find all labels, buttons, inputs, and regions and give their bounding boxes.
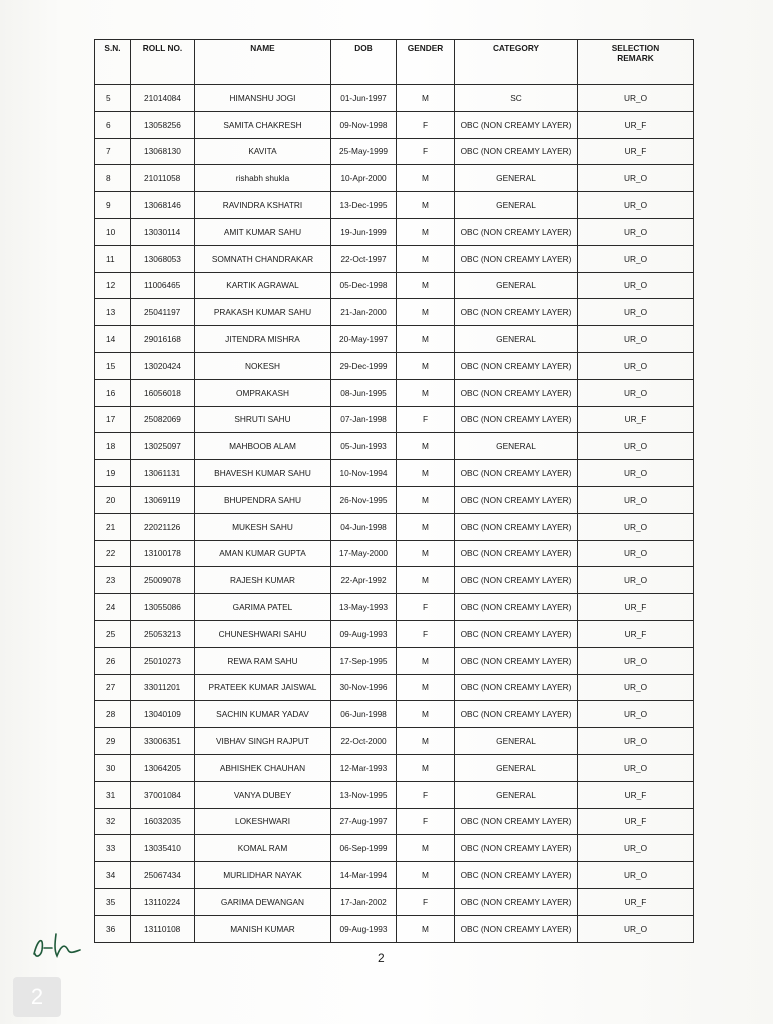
cell-dob: 01-Jun-1997	[331, 85, 397, 112]
table-row	[95, 326, 694, 353]
cell-sn: 21	[95, 513, 131, 540]
cell-sn: 20	[95, 486, 131, 513]
cell-gender: F	[397, 594, 455, 621]
viewer-page-badge[interactable]: 2	[13, 977, 61, 1017]
cell-roll-no: 11006465	[131, 272, 195, 299]
cell-gender: F	[397, 888, 455, 915]
cell-selection-remark: UR_O	[578, 915, 694, 942]
table-row	[95, 888, 694, 915]
cell-roll-no: 16056018	[131, 379, 195, 406]
table-row	[95, 647, 694, 674]
cell-category: GENERAL	[455, 192, 578, 219]
cell-name: ABHISHEK CHAUHAN	[195, 754, 331, 781]
cell-category: OBC (NON CREAMY LAYER)	[455, 460, 578, 487]
cell-category: OBC (NON CREAMY LAYER)	[455, 594, 578, 621]
cell-dob: 06-Sep-1999	[331, 835, 397, 862]
cell-dob: 05-Dec-1998	[331, 272, 397, 299]
cell-name: REWA RAM SAHU	[195, 647, 331, 674]
cell-selection-remark: UR_O	[578, 754, 694, 781]
cell-sn: 17	[95, 406, 131, 433]
cell-category: OBC (NON CREAMY LAYER)	[455, 111, 578, 138]
cell-roll-no: 13068053	[131, 245, 195, 272]
cell-name: RAVINDRA KSHATRI	[195, 192, 331, 219]
table-row	[95, 85, 694, 112]
table-row	[95, 138, 694, 165]
cell-roll-no: 25041197	[131, 299, 195, 326]
cell-roll-no: 13058256	[131, 111, 195, 138]
cell-selection-remark: UR_O	[578, 352, 694, 379]
cell-gender: M	[397, 192, 455, 219]
cell-category: GENERAL	[455, 754, 578, 781]
table-row	[95, 379, 694, 406]
cell-gender: M	[397, 754, 455, 781]
cell-selection-remark: UR_F	[578, 138, 694, 165]
cell-category: OBC (NON CREAMY LAYER)	[455, 513, 578, 540]
cell-selection-remark: UR_F	[578, 808, 694, 835]
table-row	[95, 245, 694, 272]
cell-dob: 13-May-1993	[331, 594, 397, 621]
cell-category: OBC (NON CREAMY LAYER)	[455, 540, 578, 567]
cell-gender: M	[397, 352, 455, 379]
cell-roll-no: 33006351	[131, 728, 195, 755]
cell-category: GENERAL	[455, 272, 578, 299]
signature-mark	[30, 928, 90, 962]
cell-roll-no: 25053213	[131, 620, 195, 647]
cell-roll-no: 21011058	[131, 165, 195, 192]
cell-category: GENERAL	[455, 165, 578, 192]
cell-dob: 30-Nov-1996	[331, 674, 397, 701]
cell-sn: 9	[95, 192, 131, 219]
cell-sn: 12	[95, 272, 131, 299]
cell-name: BHUPENDRA SAHU	[195, 486, 331, 513]
cell-selection-remark: UR_O	[578, 674, 694, 701]
table-row	[95, 406, 694, 433]
table-row	[95, 111, 694, 138]
cell-dob: 09-Aug-1993	[331, 915, 397, 942]
table-row	[95, 513, 694, 540]
cell-gender: M	[397, 379, 455, 406]
cell-dob: 29-Dec-1999	[331, 352, 397, 379]
cell-selection-remark: UR_O	[578, 326, 694, 353]
cell-name: KARTIK AGRAWAL	[195, 272, 331, 299]
cell-dob: 22-Oct-2000	[331, 728, 397, 755]
cell-dob: 10-Nov-1994	[331, 460, 397, 487]
cell-dob: 27-Aug-1997	[331, 808, 397, 835]
page-number: 2	[378, 951, 385, 965]
cell-sn: 22	[95, 540, 131, 567]
cell-sn: 23	[95, 567, 131, 594]
table-row	[95, 486, 694, 513]
cell-name: BHAVESH KUMAR SAHU	[195, 460, 331, 487]
table-row	[95, 754, 694, 781]
table-row	[95, 272, 694, 299]
cell-dob: 22-Oct-1997	[331, 245, 397, 272]
cell-gender: M	[397, 862, 455, 889]
cell-name: MURLIDHAR NAYAK	[195, 862, 331, 889]
selection-list-table	[94, 39, 694, 943]
cell-gender: M	[397, 647, 455, 674]
cell-name: MUKESH SAHU	[195, 513, 331, 540]
cell-name: HIMANSHU JOGI	[195, 85, 331, 112]
table-row	[95, 540, 694, 567]
table-row	[95, 218, 694, 245]
cell-gender: M	[397, 728, 455, 755]
cell-dob: 19-Jun-1999	[331, 218, 397, 245]
cell-dob: 13-Nov-1995	[331, 781, 397, 808]
cell-selection-remark: UR_O	[578, 272, 694, 299]
cell-gender: M	[397, 218, 455, 245]
table-row	[95, 567, 694, 594]
cell-selection-remark: UR_F	[578, 781, 694, 808]
table-header-row	[95, 40, 694, 85]
cell-roll-no: 13040109	[131, 701, 195, 728]
cell-category: OBC (NON CREAMY LAYER)	[455, 567, 578, 594]
cell-name: rishabh shukla	[195, 165, 331, 192]
cell-name: GARIMA DEWANGAN	[195, 888, 331, 915]
cell-roll-no: 13055086	[131, 594, 195, 621]
cell-roll-no: 13030114	[131, 218, 195, 245]
cell-sn: 14	[95, 326, 131, 353]
cell-gender: M	[397, 513, 455, 540]
cell-name: CHUNESHWARI SAHU	[195, 620, 331, 647]
cell-gender: M	[397, 326, 455, 353]
cell-selection-remark: UR_F	[578, 594, 694, 621]
cell-selection-remark: UR_O	[578, 165, 694, 192]
cell-sn: 31	[95, 781, 131, 808]
cell-selection-remark: UR_O	[578, 728, 694, 755]
cell-sn: 25	[95, 620, 131, 647]
cell-gender: F	[397, 406, 455, 433]
table-row	[95, 915, 694, 942]
header-remark-line2: REMARK	[617, 53, 654, 63]
cell-roll-no: 13068146	[131, 192, 195, 219]
cell-roll-no: 37001084	[131, 781, 195, 808]
cell-category: OBC (NON CREAMY LAYER)	[455, 647, 578, 674]
cell-name: SOMNATH CHANDRAKAR	[195, 245, 331, 272]
cell-roll-no: 13020424	[131, 352, 195, 379]
cell-name: OMPRAKASH	[195, 379, 331, 406]
cell-roll-no: 13100178	[131, 540, 195, 567]
cell-category: OBC (NON CREAMY LAYER)	[455, 862, 578, 889]
cell-roll-no: 13110224	[131, 888, 195, 915]
cell-gender: M	[397, 165, 455, 192]
cell-sn: 18	[95, 433, 131, 460]
cell-sn: 30	[95, 754, 131, 781]
cell-name: JITENDRA MISHRA	[195, 326, 331, 353]
cell-selection-remark: UR_O	[578, 647, 694, 674]
cell-selection-remark: UR_O	[578, 486, 694, 513]
cell-name: NOKESH	[195, 352, 331, 379]
cell-category: OBC (NON CREAMY LAYER)	[455, 245, 578, 272]
cell-dob: 14-Mar-1994	[331, 862, 397, 889]
cell-name: MAHBOOB ALAM	[195, 433, 331, 460]
cell-category: SC	[455, 85, 578, 112]
cell-dob: 05-Jun-1993	[331, 433, 397, 460]
header-name: NAME	[195, 40, 331, 85]
cell-selection-remark: UR_O	[578, 513, 694, 540]
cell-category: OBC (NON CREAMY LAYER)	[455, 620, 578, 647]
cell-roll-no: 25082069	[131, 406, 195, 433]
table-row	[95, 192, 694, 219]
cell-roll-no: 16032035	[131, 808, 195, 835]
cell-category: OBC (NON CREAMY LAYER)	[455, 379, 578, 406]
cell-selection-remark: UR_O	[578, 701, 694, 728]
cell-roll-no: 13035410	[131, 835, 195, 862]
cell-selection-remark: UR_F	[578, 406, 694, 433]
cell-name: PRAKASH KUMAR SAHU	[195, 299, 331, 326]
cell-dob: 13-Dec-1995	[331, 192, 397, 219]
cell-sn: 35	[95, 888, 131, 915]
cell-sn: 33	[95, 835, 131, 862]
header-gender: GENDER	[397, 40, 455, 85]
cell-name: AMAN KUMAR GUPTA	[195, 540, 331, 567]
cell-sn: 32	[95, 808, 131, 835]
cell-category: GENERAL	[455, 781, 578, 808]
cell-gender: F	[397, 138, 455, 165]
cell-selection-remark: UR_O	[578, 540, 694, 567]
cell-sn: 7	[95, 138, 131, 165]
cell-sn: 6	[95, 111, 131, 138]
cell-sn: 27	[95, 674, 131, 701]
cell-gender: M	[397, 540, 455, 567]
cell-name: MANISH KUMAR	[195, 915, 331, 942]
cell-dob: 08-Jun-1995	[331, 379, 397, 406]
header-sn: S.N.	[95, 40, 131, 85]
table-row	[95, 808, 694, 835]
cell-sn: 5	[95, 85, 131, 112]
cell-roll-no: 13061131	[131, 460, 195, 487]
table-row	[95, 460, 694, 487]
table-row	[95, 728, 694, 755]
cell-selection-remark: UR_O	[578, 433, 694, 460]
cell-roll-no: 13064205	[131, 754, 195, 781]
cell-category: OBC (NON CREAMY LAYER)	[455, 406, 578, 433]
cell-gender: M	[397, 701, 455, 728]
cell-roll-no: 13110108	[131, 915, 195, 942]
cell-dob: 21-Jan-2000	[331, 299, 397, 326]
cell-gender: M	[397, 299, 455, 326]
cell-gender: M	[397, 567, 455, 594]
cell-name: PRATEEK KUMAR JAISWAL	[195, 674, 331, 701]
table-row	[95, 862, 694, 889]
cell-category: OBC (NON CREAMY LAYER)	[455, 299, 578, 326]
cell-dob: 12-Mar-1993	[331, 754, 397, 781]
cell-selection-remark: UR_O	[578, 567, 694, 594]
cell-sn: 11	[95, 245, 131, 272]
cell-roll-no: 13069119	[131, 486, 195, 513]
cell-roll-no: 29016168	[131, 326, 195, 353]
cell-dob: 26-Nov-1995	[331, 486, 397, 513]
cell-gender: M	[397, 835, 455, 862]
cell-category: GENERAL	[455, 728, 578, 755]
cell-dob: 17-Jan-2002	[331, 888, 397, 915]
cell-gender: M	[397, 85, 455, 112]
cell-name: AMIT KUMAR SAHU	[195, 218, 331, 245]
cell-gender: M	[397, 433, 455, 460]
cell-dob: 07-Jan-1998	[331, 406, 397, 433]
cell-gender: M	[397, 272, 455, 299]
cell-name: GARIMA PATEL	[195, 594, 331, 621]
cell-gender: M	[397, 245, 455, 272]
cell-category: OBC (NON CREAMY LAYER)	[455, 486, 578, 513]
cell-name: KAVITA	[195, 138, 331, 165]
cell-sn: 13	[95, 299, 131, 326]
cell-sn: 26	[95, 647, 131, 674]
cell-category: GENERAL	[455, 433, 578, 460]
cell-dob: 06-Jun-1998	[331, 701, 397, 728]
cell-sn: 19	[95, 460, 131, 487]
cell-roll-no: 22021126	[131, 513, 195, 540]
table-row	[95, 781, 694, 808]
cell-name: LOKESHWARI	[195, 808, 331, 835]
cell-category: OBC (NON CREAMY LAYER)	[455, 701, 578, 728]
cell-roll-no: 13068130	[131, 138, 195, 165]
header-roll-no: ROLL NO.	[131, 40, 195, 85]
cell-dob: 09-Nov-1998	[331, 111, 397, 138]
cell-selection-remark: UR_O	[578, 835, 694, 862]
cell-selection-remark: UR_O	[578, 379, 694, 406]
cell-sn: 16	[95, 379, 131, 406]
cell-category: GENERAL	[455, 326, 578, 353]
cell-name: SHRUTI SAHU	[195, 406, 331, 433]
cell-category: OBC (NON CREAMY LAYER)	[455, 808, 578, 835]
cell-gender: M	[397, 460, 455, 487]
cell-category: OBC (NON CREAMY LAYER)	[455, 138, 578, 165]
cell-name: SACHIN KUMAR YADAV	[195, 701, 331, 728]
cell-roll-no: 25067434	[131, 862, 195, 889]
cell-gender: F	[397, 111, 455, 138]
cell-roll-no: 21014084	[131, 85, 195, 112]
cell-gender: M	[397, 674, 455, 701]
cell-category: OBC (NON CREAMY LAYER)	[455, 674, 578, 701]
cell-gender: F	[397, 620, 455, 647]
cell-selection-remark: UR_O	[578, 862, 694, 889]
cell-gender: F	[397, 781, 455, 808]
cell-category: OBC (NON CREAMY LAYER)	[455, 915, 578, 942]
cell-dob: 09-Aug-1993	[331, 620, 397, 647]
cell-selection-remark: UR_F	[578, 888, 694, 915]
cell-dob: 04-Jun-1998	[331, 513, 397, 540]
cell-selection-remark: UR_O	[578, 460, 694, 487]
cell-roll-no: 25010273	[131, 647, 195, 674]
cell-selection-remark: UR_F	[578, 620, 694, 647]
cell-dob: 22-Apr-1992	[331, 567, 397, 594]
cell-roll-no: 33011201	[131, 674, 195, 701]
table-row	[95, 835, 694, 862]
cell-sn: 15	[95, 352, 131, 379]
cell-dob: 20-May-1997	[331, 326, 397, 353]
header-selection-remark	[578, 40, 694, 85]
cell-name: KOMAL RAM	[195, 835, 331, 862]
cell-category: OBC (NON CREAMY LAYER)	[455, 835, 578, 862]
cell-gender: M	[397, 486, 455, 513]
cell-category: OBC (NON CREAMY LAYER)	[455, 218, 578, 245]
cell-selection-remark: UR_O	[578, 85, 694, 112]
cell-name: SAMITA CHAKRESH	[195, 111, 331, 138]
cell-dob: 25-May-1999	[331, 138, 397, 165]
cell-selection-remark: UR_O	[578, 299, 694, 326]
cell-category: OBC (NON CREAMY LAYER)	[455, 352, 578, 379]
cell-selection-remark: UR_O	[578, 192, 694, 219]
cell-roll-no: 25009078	[131, 567, 195, 594]
header-category: CATEGORY	[455, 40, 578, 85]
cell-sn: 8	[95, 165, 131, 192]
cell-name: VANYA DUBEY	[195, 781, 331, 808]
cell-dob: 10-Apr-2000	[331, 165, 397, 192]
cell-sn: 34	[95, 862, 131, 889]
cell-gender: F	[397, 808, 455, 835]
table-row	[95, 674, 694, 701]
cell-sn: 29	[95, 728, 131, 755]
header-remark-line1: SELECTION	[611, 43, 660, 53]
cell-dob: 17-May-2000	[331, 540, 397, 567]
cell-selection-remark: UR_F	[578, 111, 694, 138]
table-row	[95, 433, 694, 460]
cell-sn: 28	[95, 701, 131, 728]
table-row	[95, 165, 694, 192]
cell-dob: 17-Sep-1995	[331, 647, 397, 674]
cell-sn: 36	[95, 915, 131, 942]
table-row	[95, 299, 694, 326]
cell-name: VIBHAV SINGH RAJPUT	[195, 728, 331, 755]
table-row	[95, 352, 694, 379]
cell-name: RAJESH KUMAR	[195, 567, 331, 594]
table-row	[95, 594, 694, 621]
table-row	[95, 620, 694, 647]
cell-sn: 24	[95, 594, 131, 621]
cell-category: OBC (NON CREAMY LAYER)	[455, 888, 578, 915]
table-row	[95, 701, 694, 728]
cell-roll-no: 13025097	[131, 433, 195, 460]
cell-sn: 10	[95, 218, 131, 245]
cell-selection-remark: UR_O	[578, 245, 694, 272]
cell-selection-remark: UR_O	[578, 218, 694, 245]
cell-gender: M	[397, 915, 455, 942]
header-dob: DOB	[331, 40, 397, 85]
